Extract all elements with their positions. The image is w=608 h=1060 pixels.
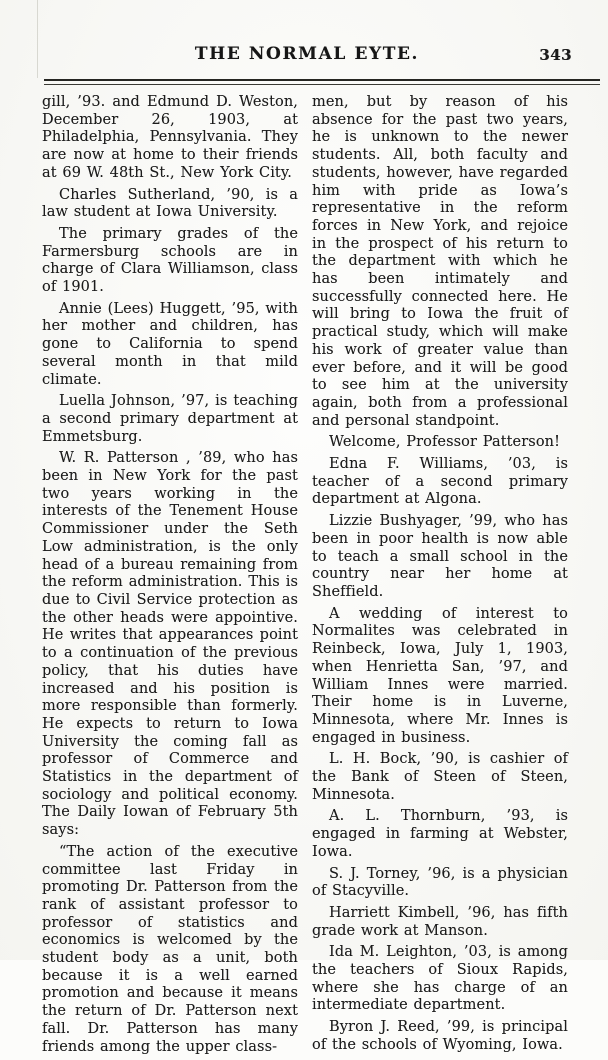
paragraph: Edna F. Williams, ’03, is teacher of a second primary department at Algona. bbox=[312, 456, 568, 508]
page-number: 343 bbox=[539, 46, 572, 64]
paragraph: A. L. Thornburn, ’93, is engaged in farming at Webster, Iowa. bbox=[312, 808, 568, 860]
paragraph: Charles Sutherland, ’90, is a law student at Iowa University. bbox=[42, 186, 298, 221]
paragraph: Harriett Kimbell, ’96, has fifth grade work at Manson. bbox=[312, 904, 568, 939]
paragraph: The primary grades of the Farmersburg schools are in charge of Clara Williamson, class of 1901. bbox=[42, 225, 298, 296]
scan-edge-artifact bbox=[37, 0, 38, 78]
right-column bbox=[312, 94, 568, 1060]
page-header bbox=[42, 0, 572, 74]
paragraph: gill, ’93. and Edmund D. Weston, December 26, 1903, at Philadelphia, Pennsylvania. They are now at home to their friends at 69 W. 48th St., New York City. bbox=[42, 94, 298, 181]
paragraph: S. J. Torney, ’96, is a physician of Stacyville. bbox=[312, 865, 568, 900]
publication-title: THE NORMAL EYTE. bbox=[194, 44, 420, 64]
text-columns bbox=[0, 85, 608, 1060]
paragraph: men, but by reason of his absence for the past two years, he is unknown to the newer students. All, both faculty and students, however, have regarded him with pride as Iowa’s representative in the reform forces in New York, and rejoice in the prospect of his return to the department with which he has been intimately and successfully connected here. He will bring to Iowa the fruit of practical study, which will make his work of greater value than ever before, and it will be good to see him at the university again, both from a professional and personal standpoint. bbox=[312, 94, 568, 429]
paragraph: Lizzie Bushyager, ’99, who has been in poor health is now able to teach a small school in the country near her home at Sheffield. bbox=[312, 513, 568, 600]
paragraph: Luella Johnson, ’97, is teaching a second primary department at Emmetsburg. bbox=[42, 393, 298, 445]
paragraph: Annie (Lees) Huggett, ’95, with her mother and children, has gone to California to spend several month in that mild climate. bbox=[42, 300, 298, 388]
paragraph: Byron J. Reed, ’99, is principal of the schools of Wyoming, Iowa. bbox=[312, 1019, 568, 1053]
paragraph: “The action of the executive committee last Friday in promoting Dr. Patterson from the rank of assistant professor to professor of statistics and economics is welcomed by the student body as a unit, both because it is a well earned promotion and because it means the return of Dr. Patterson next fall. Dr. Patterson has many friends among the upper class- bbox=[42, 843, 298, 1055]
paragraph: Welcome, Professor Patterson! bbox=[329, 434, 561, 451]
paragraph: W. R. Patterson , ’89, who has been in New York for the past two years working in the interests of the Tenement House Commissioner under the Seth Low administration, is the only head of a bureau remaining from the reform administration. This is due to Civil Service protection as the other heads were appointive. He writes that appearances point to a continuation of the previous policy, that his duties have increased and his position is more responsible than formerly. He expects to return to Iowa University the coming fall as professor of Commerce and Statistics in the department of sociology and political economy. The Daily Iowan of February 5th says: bbox=[42, 450, 298, 839]
paragraph: A wedding of interest to Normalites was celebrated in Reinbeck, Iowa, July 1, 1903, when Henrietta San, ’97, and William Innes were married. Their home is in Luverne, Minnesota, where Mr. Innes is engaged in business. bbox=[312, 605, 568, 746]
paragraph: L. H. Bock, ’90, is cashier of the Bank of Steen of Steen, Minnesota. bbox=[312, 751, 568, 803]
paragraph: Ida M. Leighton, ’03, is among the teachers of Sioux Rapids, where she has charge of an intermediate department. bbox=[312, 944, 568, 1014]
left-column bbox=[42, 94, 298, 1060]
